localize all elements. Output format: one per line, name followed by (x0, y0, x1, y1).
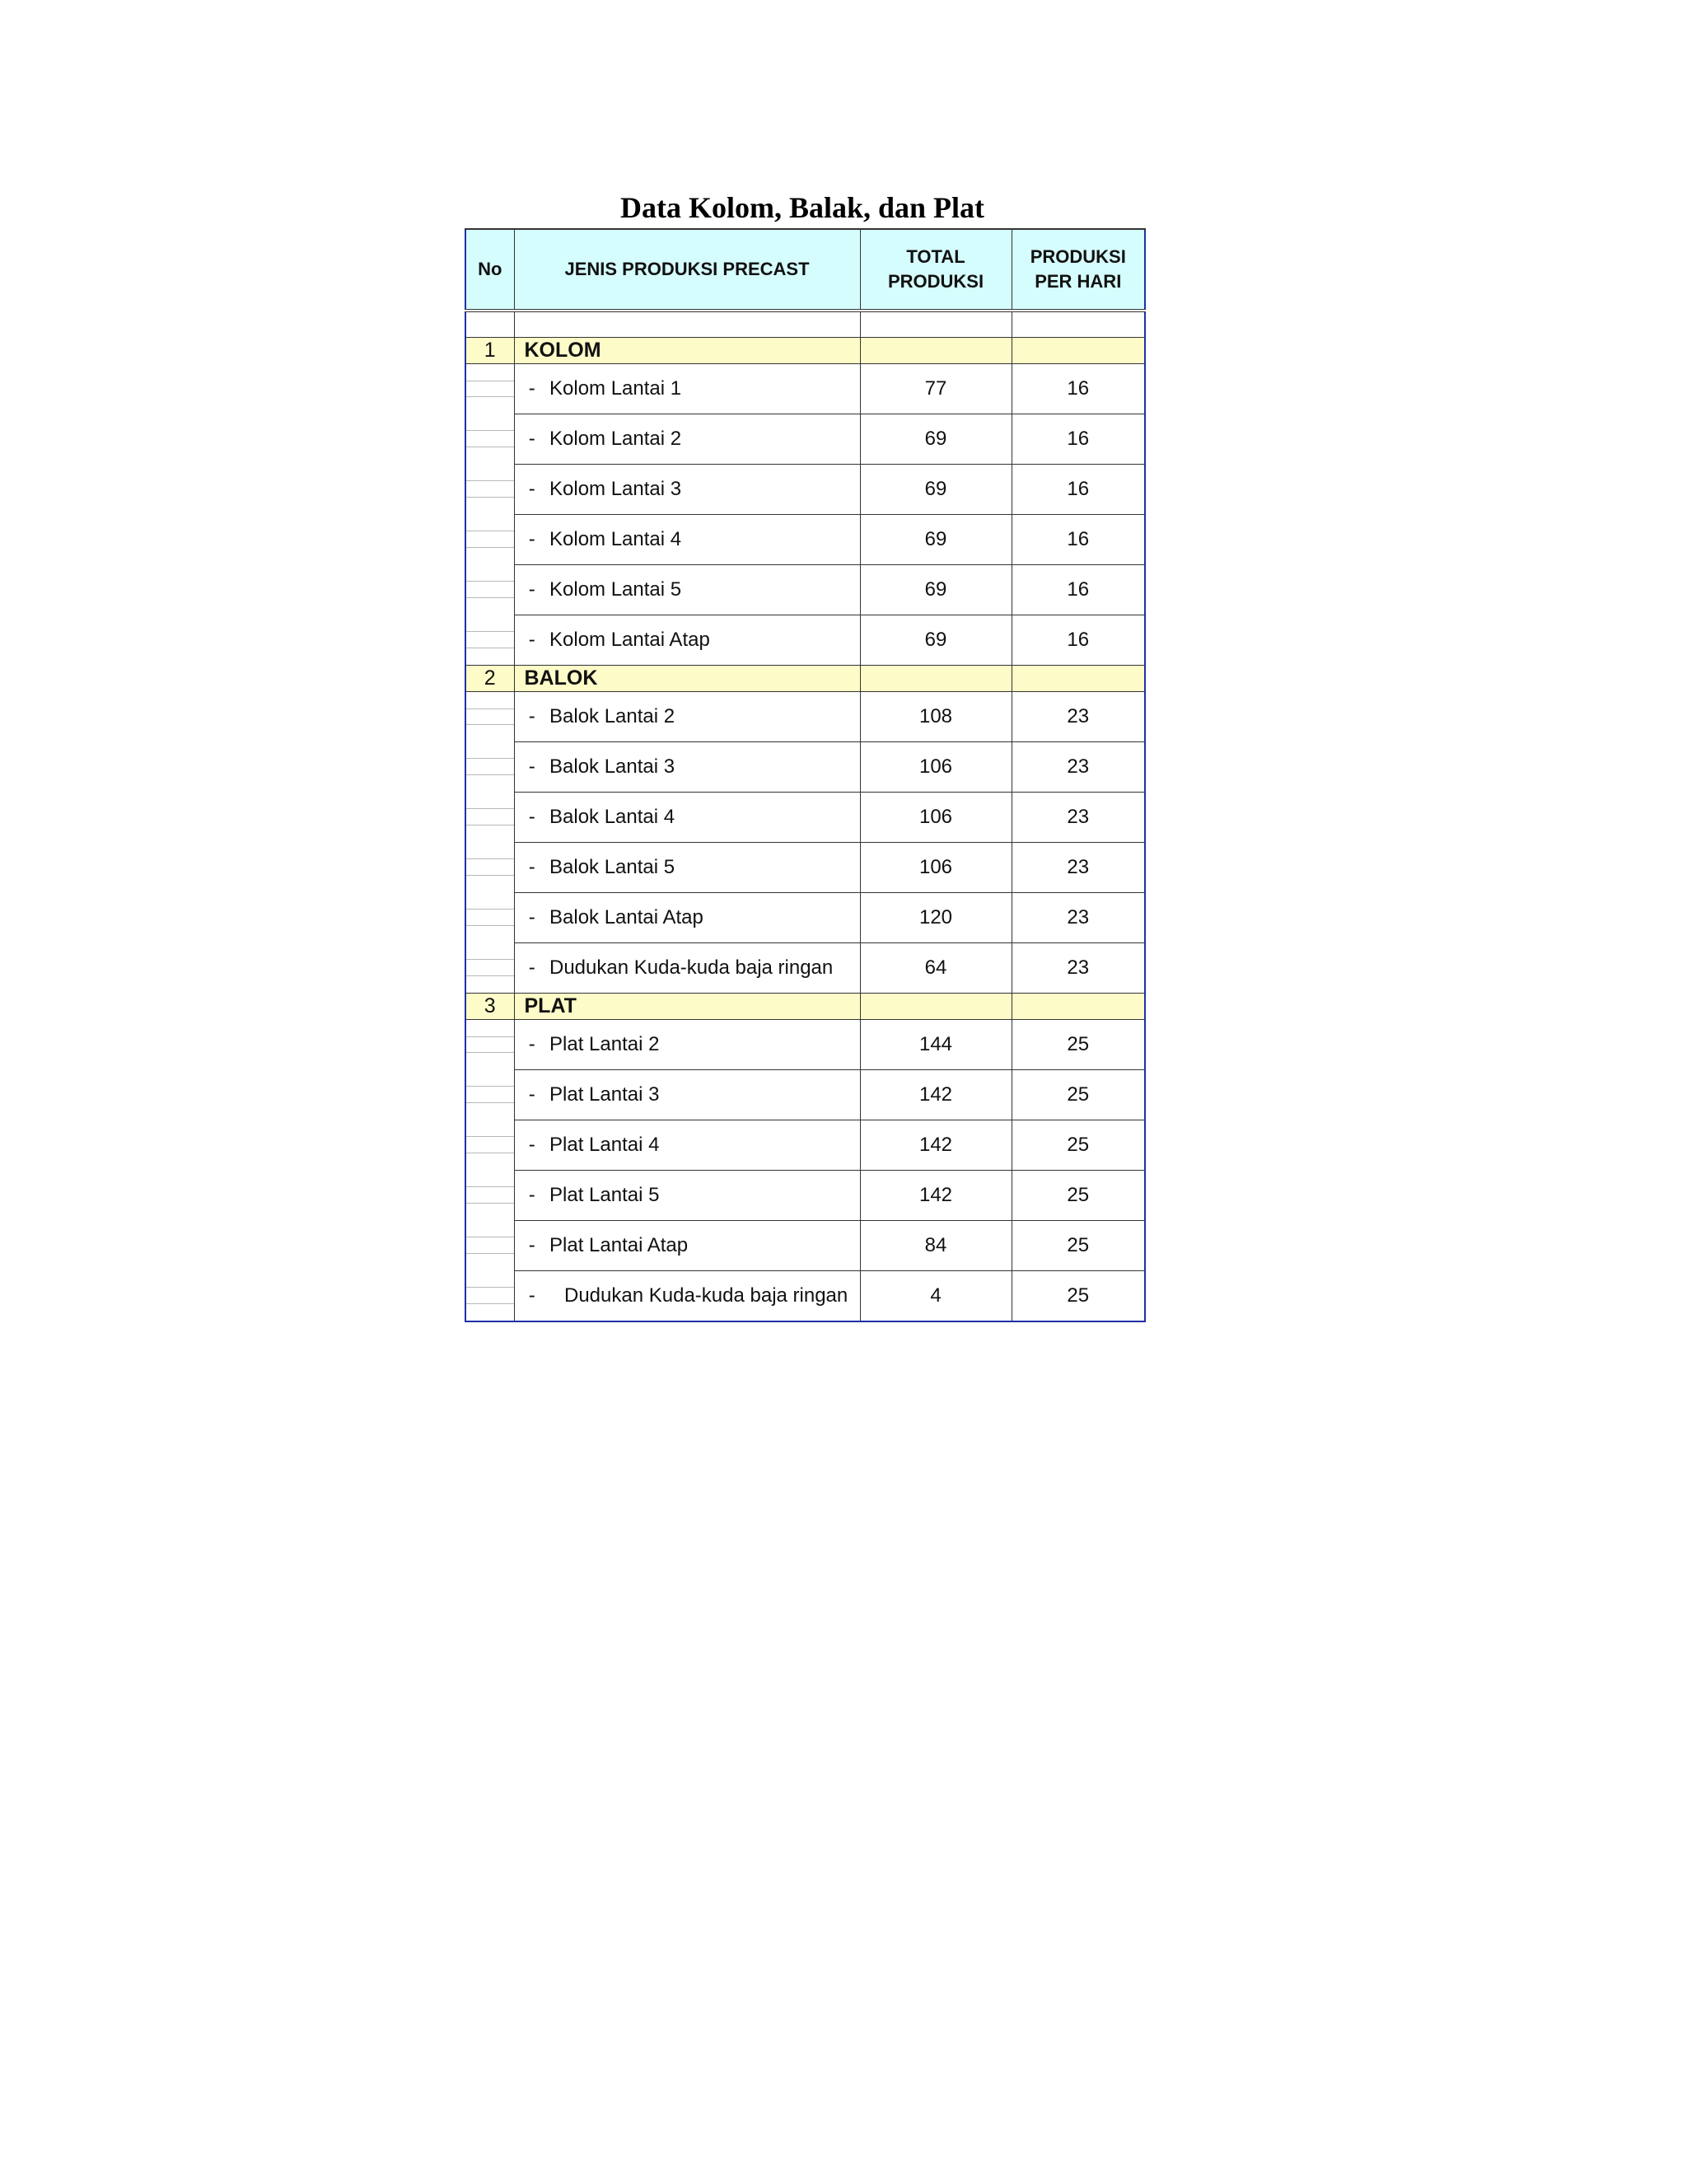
row-dash: - (514, 615, 549, 666)
group-name: PLAT (514, 994, 860, 1020)
row-dash: - (514, 692, 549, 742)
row-produksi-per-hari: 23 (1012, 843, 1145, 893)
header-produksi-per-hari (1012, 229, 1145, 311)
group-row (465, 666, 1145, 692)
row-name: Plat Lantai Atap (549, 1221, 860, 1271)
row-name: Kolom Lantai 4 (549, 515, 860, 565)
row-produksi-per-hari: 16 (1012, 364, 1145, 414)
row-produksi-per-hari: 16 (1012, 515, 1145, 565)
row-produksi-per-hari: 25 (1012, 1221, 1145, 1271)
row-total-produksi: 142 (860, 1120, 1012, 1171)
row-dash: - (514, 1221, 549, 1271)
row-dash: - (514, 1020, 549, 1070)
row-produksi-per-hari: 23 (1012, 742, 1145, 793)
row-total-produksi: 142 (860, 1171, 1012, 1221)
row-dash: - (514, 943, 549, 994)
row-dash: - (514, 793, 549, 843)
row-total-produksi: 69 (860, 565, 1012, 615)
row-total-produksi: 69 (860, 465, 1012, 515)
group-name: KOLOM (514, 338, 860, 364)
table-row (465, 943, 1145, 994)
table-row (465, 465, 1145, 515)
row-name: Plat Lantai 4 (549, 1120, 860, 1171)
row-total-produksi: 69 (860, 515, 1012, 565)
table-row (465, 414, 1145, 465)
row-produksi-per-hari: 23 (1012, 793, 1145, 843)
row-name: Kolom Lantai Atap (549, 615, 860, 666)
table-row (465, 1271, 1145, 1322)
row-total-produksi: 77 (860, 364, 1012, 414)
table-row (465, 1120, 1145, 1171)
row-name: Kolom Lantai 1 (549, 364, 860, 414)
table-row (465, 793, 1145, 843)
row-name: Plat Lantai 3 (549, 1070, 860, 1120)
table-row (465, 1171, 1145, 1221)
row-dash: - (514, 1271, 549, 1322)
row-total-produksi: 106 (860, 742, 1012, 793)
header-jenis: JENIS PRODUKSI PRECAST (514, 229, 860, 311)
page-title: Data Kolom, Balak, dan Plat (619, 191, 985, 224)
row-name: Plat Lantai 5 (549, 1171, 860, 1221)
row-produksi-per-hari: 25 (1012, 1120, 1145, 1171)
header-hari-line-2: PER HARI (1035, 271, 1122, 292)
row-dash: - (514, 364, 549, 414)
row-produksi-per-hari: 16 (1012, 414, 1145, 465)
row-produksi-per-hari: 16 (1012, 565, 1145, 615)
table-row (465, 515, 1145, 565)
table-row (465, 843, 1145, 893)
row-total-produksi: 69 (860, 615, 1012, 666)
row-total-produksi: 120 (860, 893, 1012, 943)
row-dash: - (514, 742, 549, 793)
row-total-produksi: 106 (860, 843, 1012, 893)
row-dash: - (514, 414, 549, 465)
row-total-produksi: 144 (860, 1020, 1012, 1070)
row-dash: - (514, 893, 549, 943)
table-body (465, 311, 1145, 1321)
spacer-row (465, 311, 1145, 338)
row-dash: - (514, 1120, 549, 1171)
row-dash: - (514, 843, 549, 893)
row-total-produksi: 64 (860, 943, 1012, 994)
group-name: BALOK (514, 666, 860, 692)
table-row (465, 1070, 1145, 1120)
row-name: Dudukan Kuda-kuda baja ringan (549, 1271, 860, 1322)
header-hari-line-1: PRODUKSI (1030, 246, 1126, 267)
row-total-produksi: 108 (860, 692, 1012, 742)
row-name: Balok Lantai 4 (549, 793, 860, 843)
row-total-produksi: 69 (860, 414, 1012, 465)
row-total-produksi: 84 (860, 1221, 1012, 1271)
row-produksi-per-hari: 16 (1012, 465, 1145, 515)
row-produksi-per-hari: 16 (1012, 615, 1145, 666)
row-total-produksi: 106 (860, 793, 1012, 843)
header-no: No (465, 229, 514, 311)
table-row (465, 565, 1145, 615)
row-name: Kolom Lantai 3 (549, 465, 860, 515)
row-total-produksi: 142 (860, 1070, 1012, 1120)
row-name: Dudukan Kuda-kuda baja ringan (549, 943, 860, 994)
row-dash: - (514, 515, 549, 565)
group-number: 1 (465, 338, 514, 364)
group-number: 2 (465, 666, 514, 692)
group-number: 3 (465, 994, 514, 1020)
table-row (465, 364, 1145, 414)
table-row (465, 1221, 1145, 1271)
row-name: Kolom Lantai 2 (549, 414, 860, 465)
row-produksi-per-hari: 25 (1012, 1020, 1145, 1070)
table-row (465, 742, 1145, 793)
header-row (465, 229, 1145, 311)
row-dash: - (514, 465, 549, 515)
row-produksi-per-hari: 25 (1012, 1070, 1145, 1120)
row-dash: - (514, 565, 549, 615)
row-name: Balok Lantai 2 (549, 692, 860, 742)
production-table (465, 228, 1146, 1322)
table-row (465, 893, 1145, 943)
row-name: Balok Lantai Atap (549, 893, 860, 943)
row-name: Balok Lantai 3 (549, 742, 860, 793)
row-produksi-per-hari: 23 (1012, 943, 1145, 994)
row-name: Kolom Lantai 5 (549, 565, 860, 615)
row-name: Balok Lantai 5 (549, 843, 860, 893)
row-produksi-per-hari: 25 (1012, 1171, 1145, 1221)
row-name: Plat Lantai 2 (549, 1020, 860, 1070)
group-row (465, 338, 1145, 364)
group-row (465, 994, 1145, 1020)
row-dash: - (514, 1171, 549, 1221)
header-total-produksi (860, 229, 1012, 311)
table-row (465, 1020, 1145, 1070)
row-produksi-per-hari: 23 (1012, 692, 1145, 742)
row-produksi-per-hari: 23 (1012, 893, 1145, 943)
table-row (465, 615, 1145, 666)
table-row (465, 692, 1145, 742)
header-total-line-2: PRODUKSI (887, 271, 984, 292)
row-total-produksi: 4 (860, 1271, 1012, 1322)
row-produksi-per-hari: 25 (1012, 1271, 1145, 1322)
header-total-line-1: TOTAL (906, 246, 965, 267)
row-dash: - (514, 1070, 549, 1120)
